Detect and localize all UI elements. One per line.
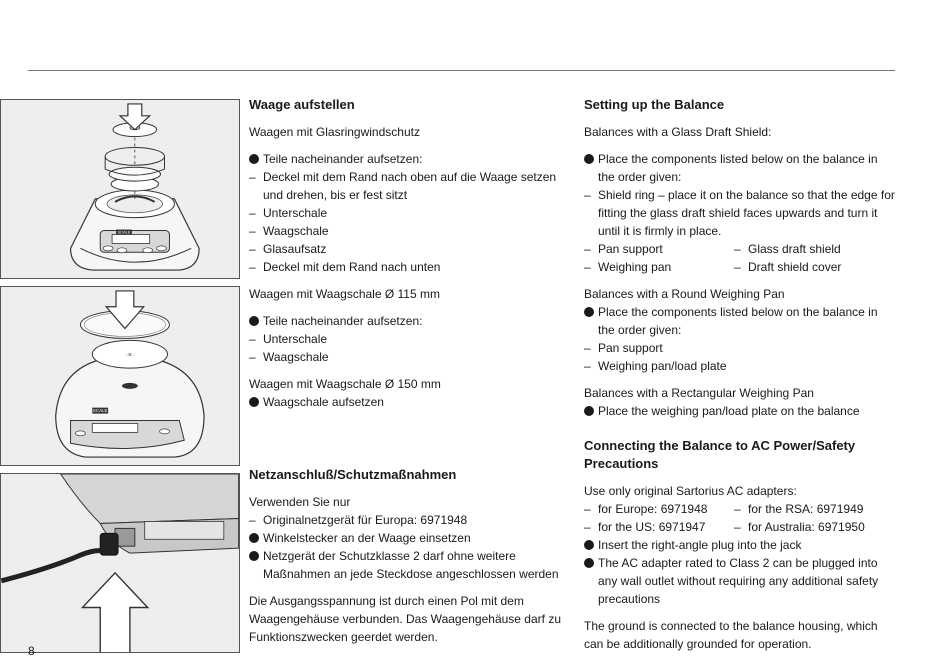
component-pair-row — [584, 258, 896, 276]
power-bullet-en: The AC adapter rated to Class 2 can be plugged into any wall outlet without requiring any additional safety precautions — [584, 554, 896, 608]
list-item: – Deckel mit dem Rand nach oben auf die Waage setzen und drehen, bis er fest sitzt — [249, 168, 569, 204]
power-heading-en: Connecting the Balance to AC Power/Safety Precautions — [584, 438, 856, 471]
pan-150-instruction-de: Waagschale aufsetzen — [249, 393, 569, 411]
power-footer-de: Die Ausgangsspannung ist durch einen Pol mit dem Waagengehäuse verbunden. Das Waagengehäuse darf zu Funktionszwecken geerdet werden. — [249, 594, 561, 644]
page-number: 8 — [28, 644, 35, 658]
list-item: – for the RSA: 6971949 — [734, 500, 863, 518]
draft-shield-instruction-en: Place the components listed below on the balance in the order given: — [584, 150, 896, 186]
brand-label: SCALE — [92, 408, 108, 414]
power-bullet-de: Winkelstecker an der Waage einsetzen — [249, 529, 569, 547]
figure-power-connection — [0, 473, 240, 653]
german-column — [249, 96, 569, 646]
adapter-pair-row — [584, 518, 896, 536]
up-arrow-icon — [82, 573, 147, 652]
pan-115-instruction-de: Teile nacheinander aufsetzen: — [249, 312, 569, 330]
bullet-icon — [584, 406, 594, 416]
bullet-icon — [249, 154, 259, 164]
pan-150-subheading-de: Waagen mit Waagschale Ø 150 mm — [249, 377, 441, 391]
rect-pan-instruction-en: Place the weighing pan/load plate on the balance — [584, 402, 896, 420]
adapter-pair-row — [584, 500, 896, 518]
bullet-icon — [584, 307, 594, 317]
setup-heading-en: Setting up the Balance — [584, 97, 725, 112]
list-item: – for Europe: 6971948 — [584, 500, 734, 518]
round-pan-instruction-en: Place the components listed below on the balance in the order given: — [584, 303, 896, 339]
list-item: – Glasaufsatz — [249, 240, 569, 258]
list-item: – Weighing pan/load plate — [584, 357, 896, 375]
round-pan-illustration — [1, 287, 239, 465]
bullet-icon — [249, 533, 259, 543]
setup-heading-de: Waage aufstellen — [249, 97, 355, 112]
bullet-icon — [249, 316, 259, 326]
draft-shield-illustration — [1, 100, 239, 278]
svg-text:·×·: ·×· — [125, 352, 135, 360]
list-item: – Shield ring – place it on the balance so that the edge for fitting the glass draft shield faces upwards and turn it until it is firmly in place. — [584, 186, 896, 240]
figure-round-pan-assembly — [0, 286, 240, 466]
draft-shield-subheading-en: Balances with a Glass Draft Shield: — [584, 125, 772, 139]
list-item: – Waagschale — [249, 222, 569, 240]
round-pan-subheading-en: Balances with a Round Weighing Pan — [584, 287, 785, 301]
power-bullet-en: Insert the right-angle plug into the jack — [584, 536, 896, 554]
list-item: – Unterschale — [249, 204, 569, 222]
list-item: – Glass draft shield — [734, 240, 841, 258]
power-bullet-de: Netzgerät der Schutzklasse 2 darf ohne weitere Maßnahmen an jede Steckdose angeschlossen werden — [249, 547, 569, 583]
rect-pan-subheading-en: Balances with a Rectangular Weighing Pan — [584, 386, 814, 400]
list-item: – Draft shield cover — [734, 258, 841, 276]
draft-shield-instruction-de: Teile nacheinander aufsetzen: — [249, 150, 569, 168]
list-item: – Unterschale — [249, 330, 569, 348]
power-connection-illustration — [1, 474, 239, 652]
list-item: – Deckel mit dem Rand nach unten — [249, 258, 569, 276]
draft-shield-subheading-de: Waagen mit Glasringwindschutz — [249, 125, 420, 139]
list-item: – Originalnetzgerät für Europa: 6971948 — [249, 511, 569, 529]
power-intro-en: Use only original Sartorius AC adapters: — [584, 484, 797, 498]
power-heading-de: Netzanschluß/Schutzmaßnahmen — [249, 467, 457, 482]
figure-draft-shield-assembly — [0, 99, 240, 279]
power-intro-de: Verwenden Sie nur — [249, 495, 351, 509]
bullet-icon — [249, 397, 259, 407]
list-item: – Waagschale — [249, 348, 569, 366]
power-cable — [1, 551, 104, 581]
list-item: – for the US: 6971947 — [584, 518, 734, 536]
bullet-icon — [584, 558, 594, 568]
brand-label: SCALE — [117, 229, 131, 235]
component-pair-row — [584, 240, 896, 258]
top-rule — [28, 70, 895, 71]
bullet-icon — [584, 540, 594, 550]
list-item: – Pan support — [584, 240, 734, 258]
list-item: – Pan support — [584, 339, 896, 357]
bullet-icon — [584, 154, 594, 164]
pan-115-subheading-de: Waagen mit Waagschale Ø 115 mm — [249, 287, 440, 301]
list-item: – Weighing pan — [584, 258, 734, 276]
power-footer-en: The ground is connected to the balance housing, which can be additionally grounded for operation. — [584, 619, 878, 651]
list-item: – for Australia: 6971950 — [734, 518, 865, 536]
english-column — [584, 96, 896, 653]
bullet-icon — [249, 551, 259, 561]
